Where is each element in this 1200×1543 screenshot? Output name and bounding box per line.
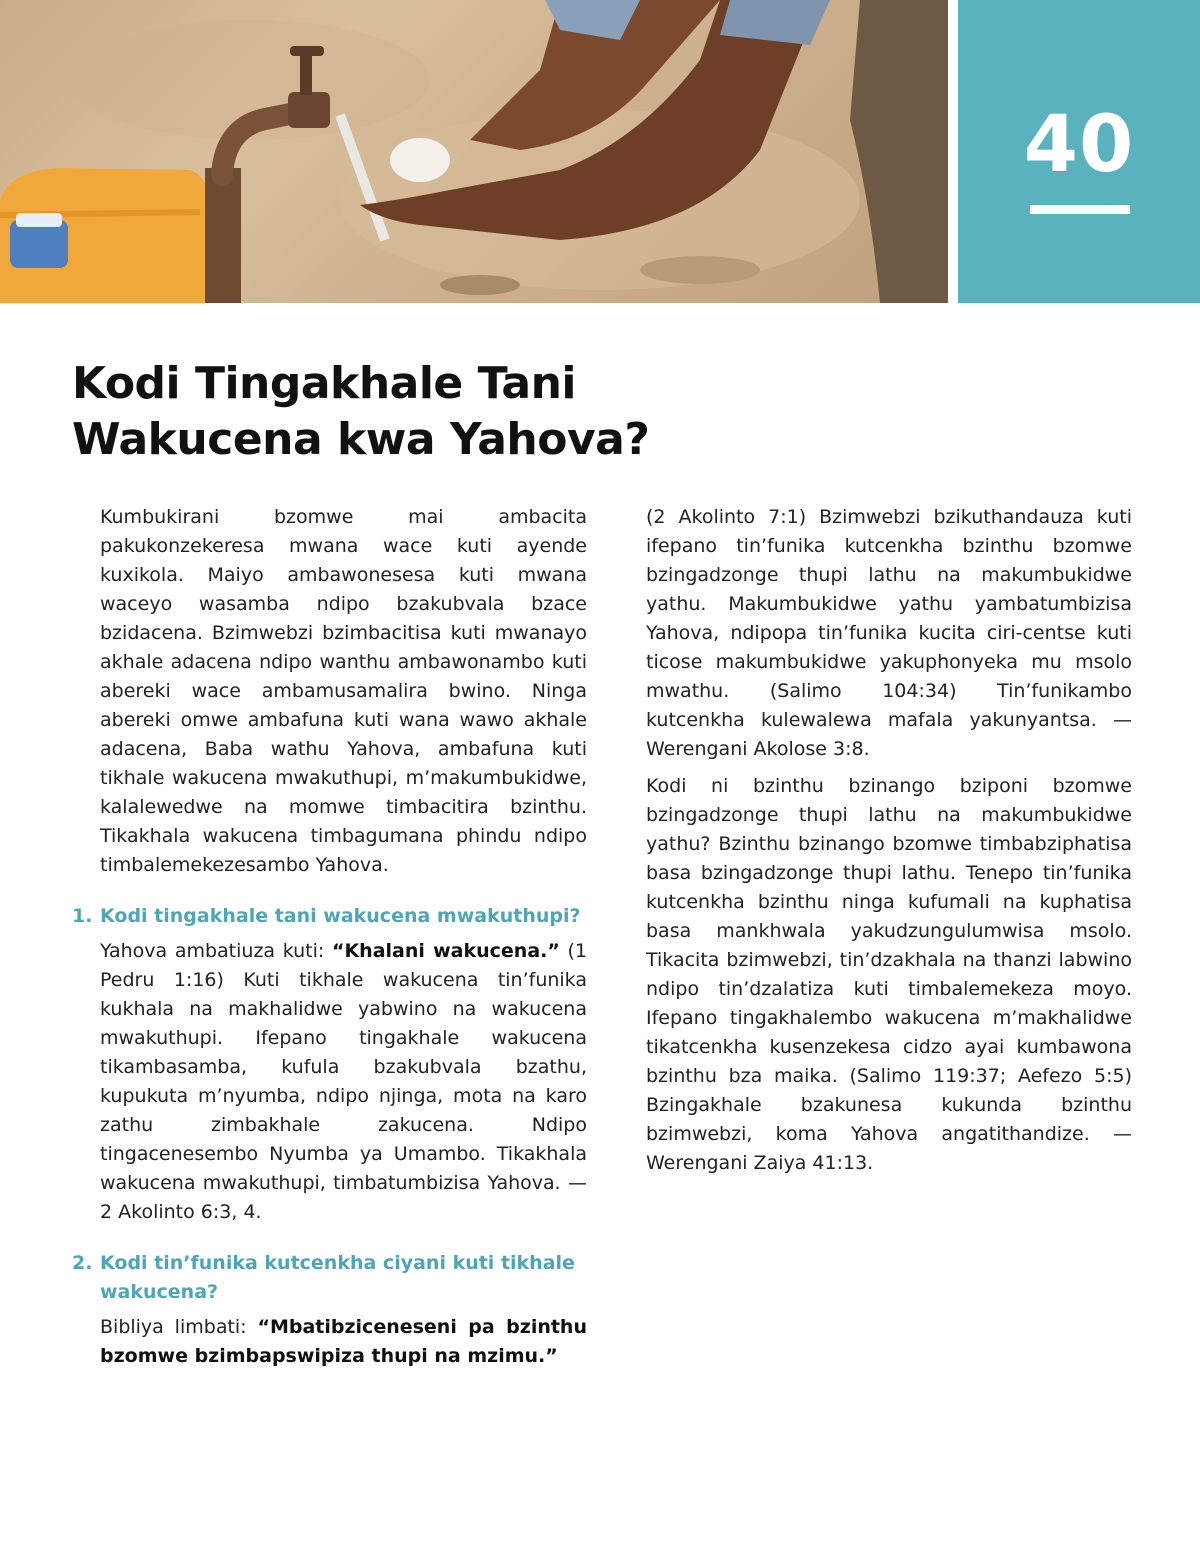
question-1-heading — [72, 902, 587, 931]
question-2-quote: “Mbatibzicenesenі pa bzinthu bzomwe bzimbapswipiza thupi na mzimu.” — [100, 1316, 587, 1367]
question-1-text: Kodi tingakhale tani wakucena mwakuthupi? — [100, 905, 581, 927]
question-2-second-paragraph: Kodi ni bzinthu bzinango bziponi bzomwe bzingadzonge thupi lathu na makumbukidwe yathu? Bzinthu bzinango bzomwe timbabziphatisa basa bzingadzonge thupi lathu. Tenepo tin’funika kutcenkha bzinthu ninga kufumali na kuphatisa basa mankhwala yakudzungulumwisa msolo. Tikacita bzimwebzi, tin’dzakhala na thanzi labwino ndipo tin’dzalatiza kuti timbalemekeza moyo. Ifepano tingakhalembo wakucena m’makhalidwe tikatcenkha kusenzekesa cidzo ayai kumbawona bzinthu bza maika. (Salimo 119:37; Aefezo 5:5) Bzingakhale bzakunesa kukunda bzinthu bzimwebzi, koma Yahova angatithandize. — Werengani Zaiya 41:13. — [646, 775, 1132, 1174]
right-column — [646, 503, 1132, 1186]
question-1-answer-body: (1 Pedru 1:16) Kuti tikhale wakucena tin’funika kukhala na makhalidwe yabwino na wakucena mwakuthupi. Ifepano tingakhale wakucena tikambasamba, kufula bzakubvala bzathu, kupukuta m’nyumba, ndipo njinga, mota na karo zathu zimbakhale zakucena. Ndipo tingacenesembo Nyumba ya Umambo. Tikakhala wakucena mwakuthupi, timbatumbizisa Yahova. — 2 Akolinto 6:3, 4. — [100, 940, 587, 1223]
question-2-heading — [72, 1249, 587, 1307]
handwashing-illustration — [0, 0, 948, 303]
question-1-quote: “Khalani wakucena.” — [331, 940, 560, 962]
question-2-answer-continued: (2 Akolinto 7:1) Bzimwebzi bzikuthandauza kuti ifepano tin’funika kutcenkha bzinthu bzomwe bzingadzonge thupi lathu na makumbukidwe yathu. Makumbukidwe yathu yambatumbizisa Yahova, ndipopa tin’funika kucita ciri-centse kuti ticose makumbukidwe yakuphonyeka mu msolo mwathu. (Salimo 104:34) Tin’funikambo kutcenkha kulewalewa mafala yakunyantsa. — Werengani Akolose 3:8. — [646, 506, 1132, 760]
question-1-answer — [100, 937, 587, 1227]
hero-photo — [0, 0, 948, 303]
question-1-number: 1. — [72, 905, 93, 927]
question-1-answer-lead: Yahova ambatiuza kuti: — [100, 940, 332, 962]
page-title — [72, 356, 772, 468]
left-column — [72, 503, 587, 1379]
question-2-answer — [100, 1313, 587, 1371]
question-2-number: 2. — [72, 1252, 93, 1274]
chapter-number: 40 — [1023, 100, 1135, 190]
title-line-2: Wakucena kwa Yahova? — [72, 414, 650, 465]
title-line-1: Kodi Tingakhale Tani — [72, 358, 577, 409]
question-2-text: Kodi tin’funika kutcenkha ciyani kuti tikhale wakucena? — [100, 1252, 575, 1303]
chapter-number-box — [958, 0, 1200, 303]
question-2-answer-lead: Bibliya limbati: — [100, 1316, 258, 1338]
intro-paragraph: Kumbukirani bzomwe mai ambacita pakukonzekeresa mwana wace kuti ayende kuxikola. Maiyo ambawonesesa kuti mwana waceyo wasamba ndipo bzakubvala bzace bzidacena. Bzimwebzi bzimbacitisa kuti mwanayo akhale adacena ndipo wanthu ambawonambo kuti abereki wace ambamusamalira bwino. Ninga abereki omwe ambafuna kuti wana wawo akhale adacena, Baba wathu Yahova, ambafuna kuti tikhale wakucena mwakuthupi, m’makumbukidwe, kalalewedwe na momwe timbacitira bzinthu. Tikakhala wakucena timbagumana phindu ndipo timbalemekezesambo Yahova. — [100, 506, 587, 876]
chapter-number-underline — [1030, 205, 1130, 214]
